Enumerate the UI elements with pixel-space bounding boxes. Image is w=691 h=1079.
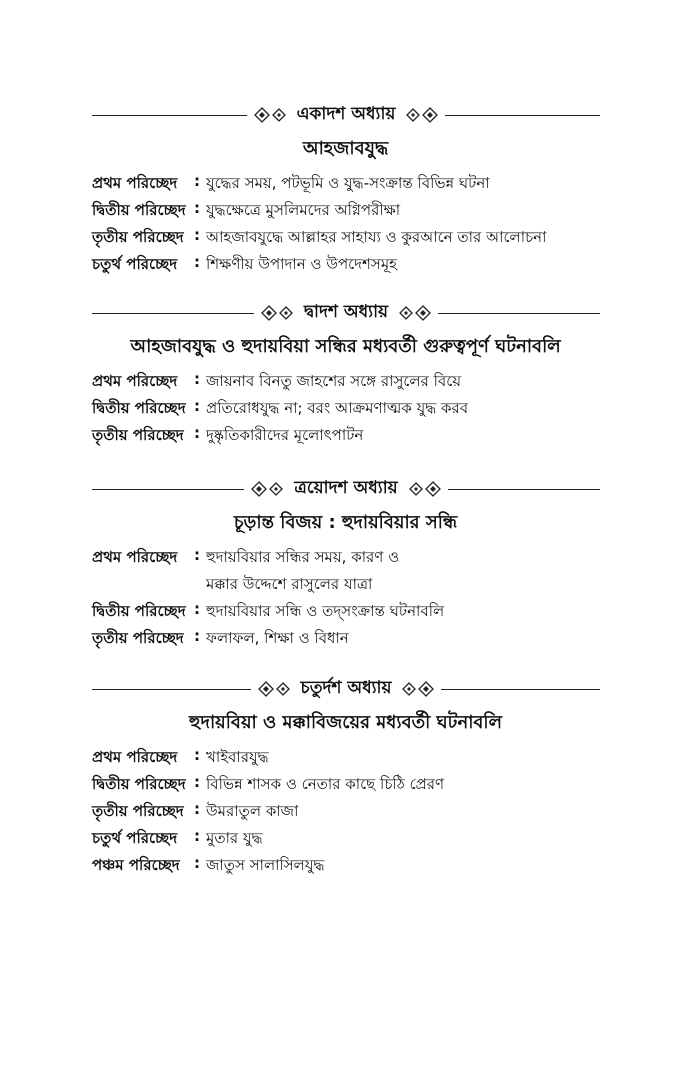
section-title: খাইবারযুদ্ধ [206, 748, 269, 766]
section-colon: : [194, 370, 200, 388]
section-title: বিভিন্ন শাসক ও নেতার কাছে চিঠি প্রেরণ [206, 775, 445, 793]
section-colon: : [194, 773, 200, 791]
section-colon: : [194, 600, 200, 618]
section-title: আহজাবযুদ্ধে আল্লাহর সাহায্য ও কুরআনে তার আলোচনা [206, 228, 547, 246]
section-label: পঞ্চম পরিচ্ছেদ [92, 856, 180, 874]
chapter-title: আহজাবযুদ্ধ ও হুদায়বিয়া সন্ধির মধ্যবর্তী গুরুত্বপূর্ণ ঘটনাবলি [130, 336, 561, 357]
chapter-label: ত্রয়োদশ অধ্যায় [288, 475, 403, 503]
diamond-ornament-icon [255, 679, 295, 699]
section-title: যুদ্ধের সময়, পটভূমি ও যুদ্ধ-সংক্রান্ত বিভিন্ন ঘটনা [206, 174, 490, 192]
section-label: দ্বিতীয় পরিচ্ছেদ [92, 602, 186, 620]
section-row [92, 773, 612, 799]
chapter-title: চূড়ান্ত বিজয় : হুদায়বিয়ার সন্ধি [233, 512, 458, 533]
section-colon: : [194, 253, 200, 271]
chapter-title: আহজাবযুদ্ধ [302, 138, 389, 159]
chapter-title: হুদায়বিয়া ও মক্কাবিজয়ের মধ্যবর্তী ঘটনাবলি [189, 712, 502, 733]
diamond-ornament-icon [397, 679, 437, 699]
section-row [92, 800, 612, 826]
diamond-ornament-icon [251, 105, 291, 125]
section-colon: : [194, 800, 200, 818]
section-label: চতুর্থ পরিচ্ছেদ [92, 829, 178, 847]
section-row [92, 627, 612, 653]
section-title: উমরাতুল কাজা [206, 802, 299, 820]
section-label: দ্বিতীয় পরিচ্ছেদ [92, 201, 186, 219]
section-title: মুতার যুদ্ধ [206, 829, 263, 847]
section-title: হুদায়বিয়ার সন্ধি ও তদ্‌সংক্রান্ত ঘটনাবলি [206, 602, 445, 620]
diamond-ornament-icon [401, 105, 441, 125]
chapter-label: দ্বাদশ অধ্যায় [298, 299, 394, 327]
section-title: জায়নাব বিনতু জাহশের সঙ্গে রাসুলের বিয়ে [206, 372, 462, 390]
section-row [92, 172, 612, 198]
section-row [92, 600, 612, 626]
section-row [92, 397, 612, 423]
chapter-label: একাদশ অধ্যায় [291, 101, 402, 129]
section-colon: : [194, 172, 200, 190]
section-title: জাতুস সালাসিলযুদ্ধ [206, 856, 325, 874]
section-row [92, 827, 612, 853]
section-colon: : [194, 746, 200, 764]
section-title: মক্কার উদ্দেশে রাসুলের যাত্রা [206, 575, 373, 593]
section-colon: : [194, 424, 200, 442]
section-label: তৃতীয় পরিচ্ছেদ [92, 228, 184, 246]
section-row [92, 370, 612, 396]
section-label: চতুর্থ পরিচ্ছেদ [92, 255, 178, 273]
chapter-header [92, 100, 600, 130]
diamond-ornament-icon [258, 303, 298, 323]
section-title: হুদায়বিয়ার সন্ধির সময়, কারণ ও [206, 548, 400, 566]
section-label: দ্বিতীয় পরিচ্ছেদ [92, 775, 186, 793]
diamond-ornament-icon [248, 479, 288, 499]
section-colon: : [194, 854, 200, 872]
section-title: দুষ্কৃতিকারীদের মূলোৎপাটন [206, 426, 364, 444]
section-colon: : [194, 226, 200, 244]
section-label: তৃতীয় পরিচ্ছেদ [92, 629, 184, 647]
section-label: দ্বিতীয় পরিচ্ছেদ [92, 399, 186, 417]
section-label: প্রথম পরিচ্ছেদ [92, 372, 178, 390]
section-colon: : [194, 627, 200, 645]
section-colon: : [194, 397, 200, 415]
chapter-header [92, 474, 600, 504]
section-title: শিক্ষণীয় উপাদান ও উপদেশসমূহ [206, 255, 398, 273]
section-colon: : [194, 827, 200, 845]
diamond-ornament-icon [394, 303, 434, 323]
section-row [92, 854, 612, 880]
section-row [92, 746, 612, 772]
section-label: তৃতীয় পরিচ্ছেদ [92, 426, 184, 444]
section-title: যুদ্ধক্ষেত্রে মুসলিমদের অগ্নিপরীক্ষা [206, 201, 401, 219]
section-label: প্রথম পরিচ্ছেদ [92, 748, 178, 766]
section-row [92, 199, 612, 225]
section-row [92, 226, 612, 252]
section-colon: : [194, 546, 200, 564]
section-colon: : [194, 199, 200, 217]
chapter-header [92, 674, 600, 704]
chapter-header [92, 298, 600, 328]
section-row-continued [92, 573, 612, 599]
section-label: প্রথম পরিচ্ছেদ [92, 174, 178, 192]
diamond-ornament-icon [404, 479, 444, 499]
section-row [92, 546, 612, 572]
section-title: ফলাফল, শিক্ষা ও বিধান [206, 629, 349, 647]
chapter-label: চতুর্দশ অধ্যায় [295, 675, 398, 703]
section-row [92, 424, 612, 450]
section-row [92, 253, 612, 279]
section-label: প্রথম পরিচ্ছেদ [92, 548, 178, 566]
section-label: তৃতীয় পরিচ্ছেদ [92, 802, 184, 820]
section-title: প্রতিরোধযুদ্ধ না; বরং আক্রমণাত্মক যুদ্ধ করব [206, 399, 469, 417]
